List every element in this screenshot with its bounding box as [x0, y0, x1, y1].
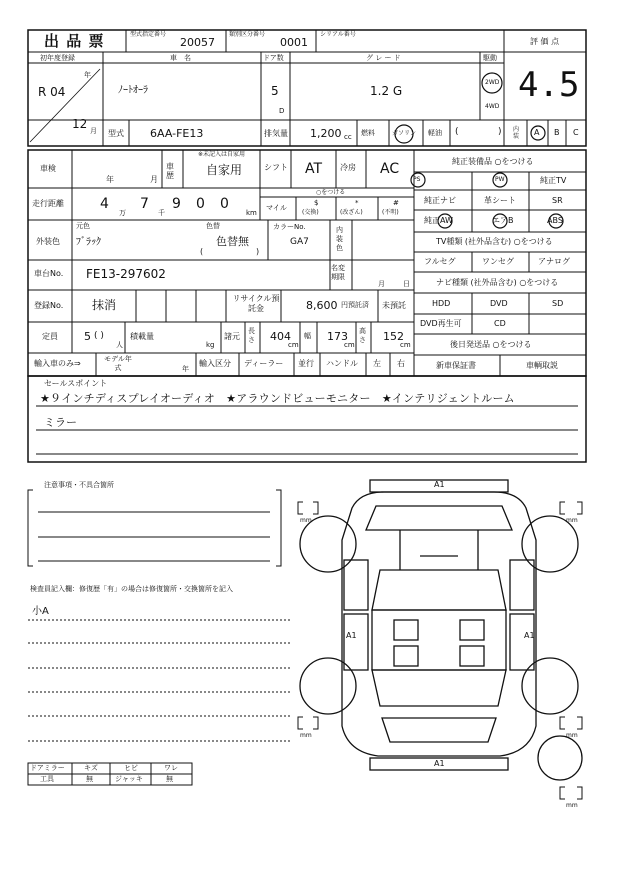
- tampered-label: (改ざん): [340, 209, 363, 216]
- equip-pw: PW: [495, 176, 505, 183]
- first-reg-era: R 04: [38, 85, 66, 99]
- import-type-label: 輸入区分: [199, 359, 231, 368]
- cooler-label: 冷房: [340, 163, 356, 172]
- import-year-unit: 年: [182, 365, 189, 373]
- fuel-paren-open: (: [455, 127, 459, 137]
- score-value: 4.5: [518, 65, 580, 105]
- sales-point-line1: ★９インチディスプレイオーディオ ★アラウンドビューモニター ★インテリジェントルーム: [40, 392, 515, 405]
- mileage-sen: 千: [158, 209, 165, 217]
- model-approval-label: 型式指定番号: [130, 31, 167, 38]
- diagram-mark-right: A1: [524, 631, 535, 640]
- score-label: 評 価 点: [530, 37, 560, 46]
- serial-label: シリアル番号: [320, 31, 356, 38]
- inspection-month-unit: 月: [150, 175, 158, 184]
- repaint-value: 色替無: [216, 235, 249, 248]
- mm-label-fr: mm: [566, 517, 578, 524]
- handle-left: 左: [373, 359, 381, 368]
- sales-point-label: セールスポイント: [44, 379, 108, 388]
- capacity-paren: ( ): [94, 331, 104, 341]
- chassis-value: FE13-297602: [86, 267, 166, 281]
- model-approval-no: 20057: [180, 36, 215, 49]
- repaint-paren-open: (: [200, 247, 204, 256]
- model-label: 型式: [108, 129, 124, 138]
- grade-value: 1.2 G: [370, 84, 403, 98]
- exchange-label: (交換): [302, 209, 319, 216]
- mm-label-spare: mm: [566, 802, 578, 809]
- dollar-mark: $: [314, 199, 319, 207]
- nav-cd: CD: [494, 319, 506, 328]
- mm-label-rl: mm: [300, 732, 312, 739]
- first-reg-month-unit: 月: [90, 127, 97, 135]
- tv-oneseg: ワンセグ: [482, 257, 514, 266]
- chassis-label: 車台No.: [34, 269, 64, 278]
- height-value: 152: [383, 330, 404, 343]
- model-year-label: モデル年式: [104, 355, 132, 372]
- car-name-label: 車 名: [170, 54, 191, 62]
- import-dealer: ディーラー: [244, 359, 284, 368]
- mileage-digit-5: 0: [220, 196, 229, 212]
- handle-right: 右: [397, 359, 405, 368]
- recycle-value: 8,600: [306, 299, 338, 312]
- dim-label: 諸元: [224, 332, 240, 341]
- registration-label: 登録No.: [34, 301, 64, 310]
- repaint-label: 色替: [206, 222, 220, 230]
- legend-tools-value: 無: [86, 775, 93, 783]
- equip-leather: 革シート: [484, 196, 516, 205]
- interior-b: B: [554, 128, 560, 137]
- mileage-digit-2: 7: [140, 196, 149, 212]
- legend-door-mirror: ドアミラー: [30, 764, 65, 772]
- width-unit: cm: [344, 341, 355, 349]
- legend-scratch: キズ: [84, 764, 98, 772]
- shift-label: シフト: [264, 163, 288, 172]
- name-change-month: 月: [378, 280, 385, 288]
- mileage-digit-1: 4: [100, 196, 109, 212]
- recycle-unpaid: 未預託: [382, 301, 406, 310]
- category-no: 0001: [280, 36, 308, 49]
- sales-point-line2: ミラー: [44, 416, 77, 429]
- nav-dvd-play: DVD再生可: [420, 319, 462, 328]
- inspector-label: 検査員記入欄：修復歴「有」の場合は修復箇所・交換箇所を記入: [30, 585, 233, 593]
- hash-mark: #: [393, 199, 399, 207]
- tv-analog: アナログ: [538, 257, 570, 266]
- mileage-km: km: [246, 209, 257, 217]
- equip-tv: 純正TV: [540, 176, 567, 185]
- equip-airbag: エアB: [492, 216, 514, 225]
- legend-tools: 工具: [40, 775, 54, 783]
- original-color-label: 元色: [76, 222, 90, 230]
- first-reg-year-unit: 年: [84, 71, 91, 79]
- doors-value: 5: [271, 84, 279, 98]
- mileage-label: 走行距離: [32, 199, 64, 208]
- mm-label-fl: mm: [300, 517, 312, 524]
- diagram-mark-rear: A1: [434, 759, 445, 768]
- diagram-mark-front: A1: [434, 480, 445, 489]
- height-unit: cm: [400, 341, 411, 349]
- history-label: 車歴: [166, 162, 174, 180]
- nav-dvd: DVD: [490, 299, 508, 308]
- drive-2wd: 2WD: [485, 79, 500, 86]
- interior-c: C: [573, 128, 579, 137]
- equip-navi: 純正ナビ: [424, 196, 456, 205]
- star-mark: *: [355, 199, 359, 207]
- drive-4wd: 4WD: [485, 103, 500, 110]
- first-reg-label: 初年度登録: [40, 54, 75, 62]
- recycle-label: リサイクル預託金: [232, 294, 280, 313]
- legend-crack: ヒビ: [124, 764, 138, 772]
- fuel-label: 燃料: [361, 129, 375, 137]
- load-unit: kg: [206, 341, 215, 349]
- capacity-label: 定員: [42, 332, 58, 341]
- equipment-title: 純正装備品 ○をつける: [452, 157, 534, 166]
- tv-title: TV種類 (社外品含む) ○をつける: [436, 237, 553, 246]
- notes-label: 注意事項・不具合箇所: [44, 481, 114, 489]
- history-note: ※未記入は自家用: [198, 151, 246, 158]
- equip-sr: SR: [552, 196, 563, 205]
- form-title: 出 品 票: [44, 32, 105, 50]
- history-value: 自家用: [206, 163, 243, 177]
- interior-color-label: 内装色: [336, 226, 343, 252]
- displacement-label: 排気量: [264, 129, 288, 138]
- later-manual: 車輌取説: [526, 361, 558, 370]
- inspector-text: 小A: [32, 606, 49, 617]
- legend-break: ワレ: [164, 764, 178, 772]
- first-reg-month: 12: [72, 117, 88, 131]
- later-title: 後日発送品 ○をつける: [450, 340, 532, 349]
- mileage-man: 万: [119, 209, 126, 217]
- registration-value: 抹消: [92, 298, 117, 312]
- mileage-digit-3: 9: [172, 196, 181, 212]
- equip-abs: ABS: [547, 216, 563, 225]
- mileage-digit-4: 0: [196, 196, 205, 212]
- door-type: D: [279, 107, 285, 115]
- mile-label: マイル: [266, 204, 287, 212]
- nav-title: ナビ種類 (社外品含む) ○をつける: [436, 278, 559, 287]
- mm-label-rr: mm: [566, 732, 578, 739]
- unknown-label: (不明): [382, 209, 399, 216]
- width-value: 173: [327, 330, 348, 343]
- capacity-unit: 人: [116, 341, 123, 349]
- length-label: 長さ: [248, 327, 255, 344]
- cooler-value: AC: [380, 161, 400, 177]
- category-label: 類別区分番号: [229, 31, 266, 38]
- handle-label: ハンドル: [326, 359, 358, 368]
- color-no-value: GA7: [290, 237, 309, 247]
- name-change-day: 日: [403, 280, 410, 288]
- nav-hdd: HDD: [432, 299, 451, 308]
- width-label: 幅: [304, 332, 311, 340]
- later-warranty: 新車保証書: [436, 361, 476, 370]
- repaint-paren-close: ): [256, 247, 260, 256]
- shift-value: AT: [305, 161, 323, 177]
- car-diagram: [300, 480, 582, 780]
- doors-label: ドア数: [263, 54, 284, 62]
- drive-label: 駆動: [483, 54, 497, 62]
- fuel-paren-close: ): [498, 127, 502, 137]
- import-label: 輸入車のみ⇒: [34, 359, 81, 368]
- legend-jack: ジャッキ: [115, 775, 143, 783]
- import-parallel: 並行: [298, 359, 314, 368]
- inspection-label: 車検: [40, 164, 56, 173]
- nav-sd: SD: [552, 299, 564, 308]
- name-change-label: 名変期限: [331, 264, 345, 281]
- original-color-value: ﾌﾞﾗｯｸ: [76, 237, 101, 248]
- interior-a: A: [534, 128, 540, 137]
- capacity-value: 5: [84, 330, 91, 343]
- mileage-circle-note: ○をつける: [316, 189, 346, 196]
- length-value: 404: [270, 330, 291, 343]
- legend-jack-value: 無: [166, 775, 173, 783]
- model-value: 6AA-FE13: [150, 127, 204, 140]
- interior-label: 内装: [513, 126, 520, 140]
- height-label: 高さ: [359, 327, 366, 344]
- tv-fullseg: フルセグ: [424, 257, 456, 266]
- displacement-value: 1,200: [310, 127, 342, 140]
- length-unit: cm: [288, 341, 299, 349]
- load-label: 積載量: [130, 332, 154, 341]
- equip-ps: PS: [413, 176, 421, 183]
- exterior-label: 外装色: [36, 237, 60, 246]
- fuel-gas: ガソリン: [392, 130, 417, 137]
- car-name-value: ﾉｰﾄｵｰﾗ: [118, 85, 148, 96]
- grade-label: グ レ ー ド: [366, 54, 401, 62]
- cc-unit: cc: [344, 133, 352, 141]
- inspection-year-unit: 年: [106, 175, 114, 184]
- equip-aw: 純正AW: [424, 216, 453, 225]
- recycle-unit: 円預託済: [341, 301, 369, 309]
- fuel-oil: 軽油: [428, 129, 442, 137]
- color-no-label: カラーNo.: [273, 223, 306, 231]
- diagram-mark-left: A1: [346, 631, 357, 640]
